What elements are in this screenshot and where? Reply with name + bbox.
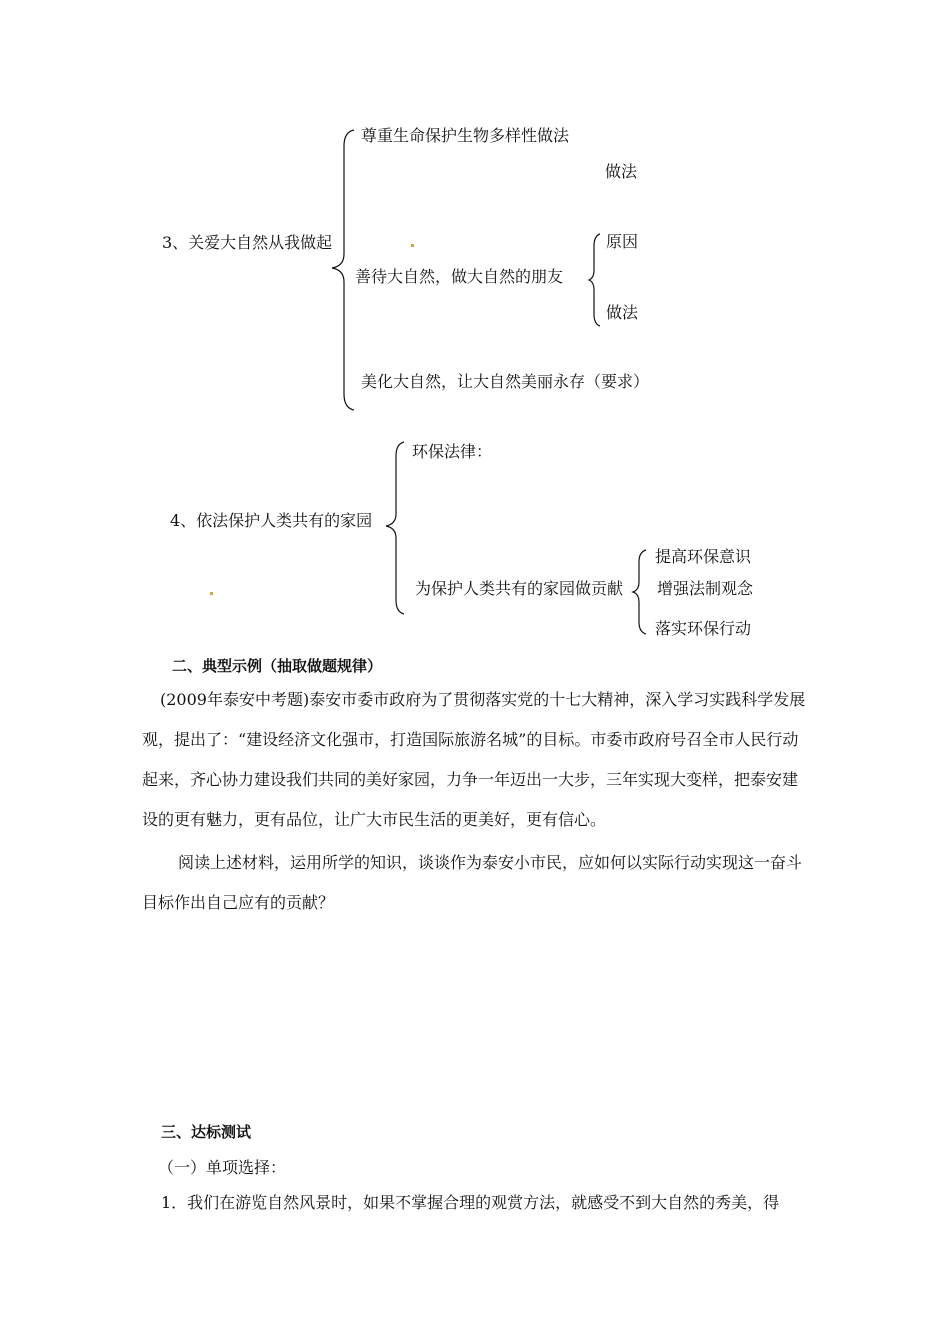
item4-title: 4、依法保护人类共有的家园	[170, 511, 373, 530]
item4-brace	[384, 440, 408, 620]
item3-a-sub: 做法	[605, 162, 638, 181]
item4-a: 环保法律：	[412, 442, 493, 461]
item3-a: 尊重生命保护生物多样性做法	[361, 126, 570, 145]
item3-c: 美化大自然，让大自然美丽永存（要求）	[361, 372, 650, 391]
decor-dot	[411, 244, 414, 247]
item4-b: 为保护人类共有的家园做贡献	[415, 579, 624, 598]
item4-b-sub3: 落实环保行动	[655, 619, 752, 638]
item4-b-brace	[632, 548, 650, 638]
item4-b-sub1: 提高环保意识	[655, 547, 752, 566]
section2-material: (2009年泰安中考题)泰安市委市政府为了贯彻落实党的十七大精神，深入学习实践科学发展观，提出了：“建设经济文化强市，打造国际旅游名城”的目标。市委市政府号召全市人民行动起来，齐心协力建设我们共同的美好家园，力争一年迈出一大步，三年实现大变样，把泰安建设的更有魅力，更有品位，让广大市民生活的更美好，更有信心。	[142, 690, 806, 829]
section2-question: 阅读上述材料，运用所学的知识，谈谈作为泰安小市民，应如何以实际行动实现这一奋斗目标作出自己应有的贡献？	[142, 853, 803, 912]
item3-b-sub2: 做法	[606, 303, 639, 322]
item3-b-brace	[588, 232, 604, 332]
item4-b-sub2: 增强法制观念	[657, 579, 754, 598]
section3-heading: 三、达标测试	[161, 1123, 252, 1141]
decor-dot	[210, 592, 213, 595]
section3-sub: （一）单项选择：	[158, 1158, 287, 1177]
item3-b-sub1: 原因	[606, 232, 639, 251]
item3-title: 3、关爱大自然从我做起	[162, 233, 333, 252]
section3-q1: 1．我们在游览自然风景时，如果不掌握合理的观赏方法，就感受不到大自然的秀美，得	[161, 1193, 780, 1212]
section2-heading: 二、典型示例（抽取做题规律）	[172, 657, 383, 675]
item3-b: 善待大自然，做大自然的朋友	[355, 267, 564, 286]
